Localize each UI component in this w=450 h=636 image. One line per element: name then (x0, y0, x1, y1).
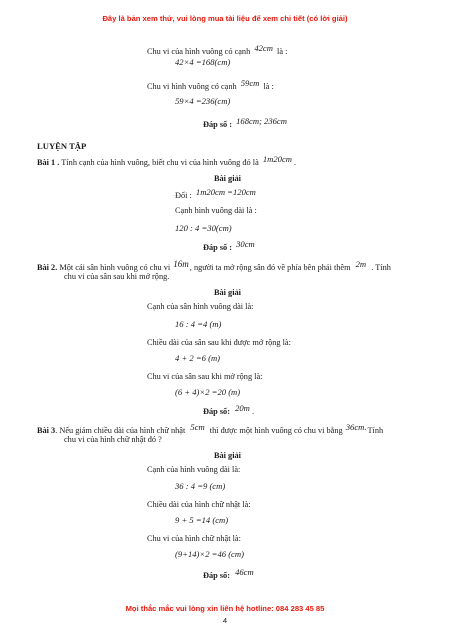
bai3-question-line1 (37, 422, 384, 435)
bai3-step3: Chu vi của hình chữ nhật là: (147, 534, 241, 543)
bai3-step1: Cạnh của hình vuông dài là: (147, 465, 241, 474)
bai3-label: Bài 3 (37, 426, 56, 435)
bai3-text1: . Nếu giảm chiều dài của hình chữ nhật (55, 426, 186, 435)
bai1-question (37, 154, 297, 167)
bai1-answer (203, 239, 255, 252)
top-answer (203, 116, 287, 129)
bai1-doi-value: 1m20cm =120cm (195, 187, 256, 197)
bai3-answer-value: 46cm (235, 567, 254, 577)
top-answer-value: 168cm; 236cm (236, 116, 287, 126)
bai3-calc2: 9 + 5 =14 (cm) (175, 515, 229, 525)
bai2-label: Bài 2. (37, 263, 58, 272)
bai3-question-line2: chu vi của hình chữ nhật đó ? (64, 435, 162, 444)
bai2-answer-value: 20m (235, 403, 250, 413)
bai2-calc1: 16 : 4 =4 (m) (175, 319, 222, 329)
bai2-text3: . Tính (371, 263, 391, 272)
top-answer-label: Đáp số : (203, 120, 233, 129)
bai3-solution-title: Bài giải (214, 451, 241, 460)
bai3-answer-label: Đáp số: (203, 571, 230, 580)
bai2-solution-title: Bài giải (214, 288, 241, 297)
bai3-answer (203, 567, 254, 580)
header-banner: Đây là bản xem thử, vui lòng mua tài liệu để xem chi tiết (có lời giải) (102, 14, 348, 23)
bai1-end: . (294, 158, 297, 167)
bai3-text3: Tính (367, 426, 384, 435)
bai2-text1: Một cái sân hình vuông có chu vi (59, 263, 171, 272)
bai1-given: 1m20cm (262, 154, 292, 164)
bai3-text2: thì được một hình vuông có chu vi bằng (209, 426, 343, 435)
bai3-calc1: 36 : 4 =9 (cm) (175, 481, 226, 491)
top-line2 (147, 78, 274, 91)
top-line2-text: Chu vi hình vuông có cạnh (147, 82, 237, 91)
bai2-step3: Chu vi của sân sau khi mở rộng là: (147, 372, 263, 381)
top-line1-value: 42cm (254, 43, 273, 53)
bai2-answer (203, 403, 255, 416)
bai1-label: Bài 1 . (37, 158, 60, 167)
bai2-question-line2: chu vi của sân sau khi mở rộng. (64, 272, 170, 281)
bai2-calc3: (6 + 4)×2 =20 (m) (175, 387, 241, 397)
top-line2-value: 59cm (240, 78, 260, 88)
bai3-given1: 5cm (190, 422, 205, 432)
top-line1 (147, 43, 288, 56)
bai1-step1: Cạnh hình vuông dài là : (175, 206, 257, 215)
page-number: 4 (222, 616, 228, 625)
top-calc1: 42×4 =168(cm) (175, 57, 231, 67)
footer-banner: Mọi thắc mắc vui lòng xin liên hệ hotline: 084 283 45 85 (125, 604, 325, 613)
bai1-answer-value: 30cm (236, 239, 255, 249)
bai3-step2: Chiều dài của hình chữ nhật là: (147, 500, 251, 509)
bai3-given2: 36cm. (345, 422, 367, 432)
bai2-given2: 2m (355, 259, 367, 269)
top-line1-end: là : (277, 47, 288, 56)
bai2-text2: , người ta mở rộng sân đó về phía bên phải thêm (189, 263, 351, 272)
bai2-step2: Chiều dài của sân sau khi được mở rộng là: (147, 338, 291, 347)
bai3-calc3: (9+14)×2 =46 (cm) (175, 549, 244, 559)
top-line1-text: Chu vi của hình vuông có cạnh (147, 47, 251, 56)
top-line2-end: là : (263, 82, 274, 91)
bai1-answer-label: Đáp số : (203, 243, 233, 252)
bai2-answer-label: Đáp số: (203, 407, 230, 416)
bai1-calc1: 120 : 4 =30(cm) (175, 223, 232, 233)
top-calc2: 59×4 =236(cm) (175, 96, 231, 106)
bai1-doi-label: Đổi : (175, 191, 192, 200)
bai2-step1: Cạnh của sân hình vuông dài là: (147, 302, 254, 311)
bai1-text: Tính cạnh của hình vuông, biết chu vi của hình vuông đó là (61, 158, 259, 167)
bai2-answer-end: . (251, 407, 255, 416)
section-title: LUYỆN TẬP (37, 141, 87, 151)
bai1-solution-title: Bài giải (214, 174, 241, 183)
bai2-given1: 16m (173, 259, 189, 269)
bai2-question-line1 (37, 259, 391, 272)
bai2-calc2: 4 + 2 =6 (m) (175, 353, 221, 363)
bai1-doi (175, 187, 256, 200)
